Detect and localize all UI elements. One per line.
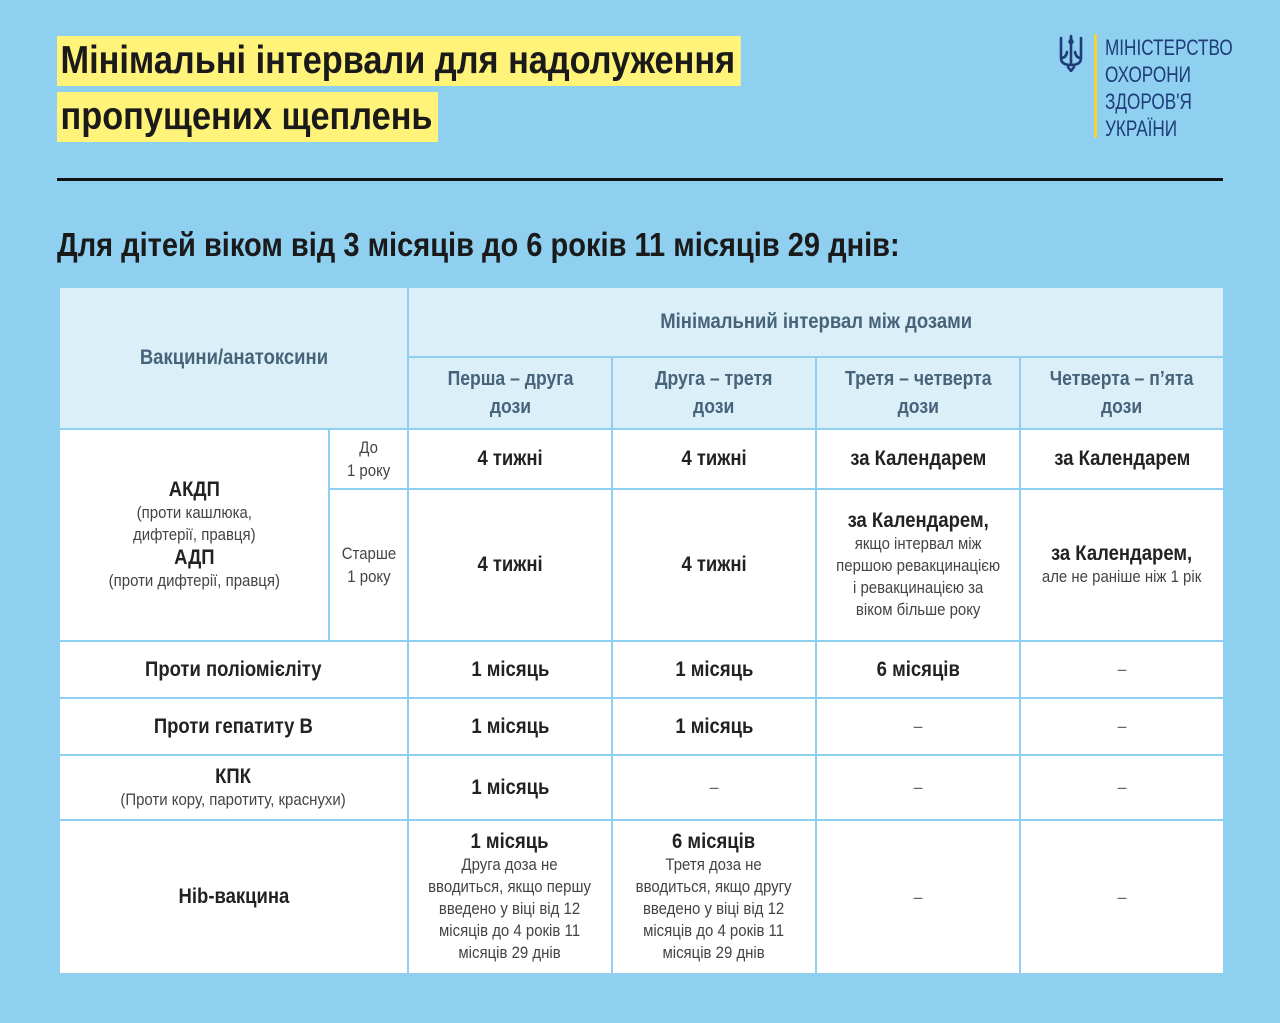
cell-note: але не раніше ніж 1 рік — [1042, 567, 1202, 586]
cell-note: місяців 29 днів — [458, 943, 562, 962]
cell-value: – — [913, 777, 923, 797]
cell-value: 4 тижні — [477, 447, 543, 470]
header-interval-text: дози — [897, 396, 939, 418]
age-text: 1 року — [346, 567, 391, 586]
title-line-2: пропущених щеплень — [57, 92, 438, 142]
header-min-interval — [408, 287, 1224, 357]
trident-icon — [1058, 34, 1084, 72]
header-min-interval-label: Мінімальний інтервал між дозами — [660, 310, 972, 333]
ministry-logo — [1058, 34, 1233, 142]
cell-note: місяців до 4 років 11 — [643, 921, 785, 940]
logo-divider — [1094, 34, 1097, 138]
age-text: До — [359, 438, 378, 457]
cell-value: 1 місяць — [470, 714, 549, 738]
vaccine-hib — [59, 820, 408, 974]
table-cell — [612, 429, 816, 489]
vaccine-name: Проти поліомієліту — [145, 657, 322, 681]
vaccine-name: Hib-вакцина — [178, 885, 289, 908]
cell-note: першою ревакцинацією — [836, 556, 1000, 575]
cell-value: 6 місяців — [876, 657, 960, 681]
table-cell — [816, 641, 1020, 698]
table-cell — [408, 489, 612, 641]
cell-note: місяців до 4 років 11 — [439, 921, 581, 940]
vaccine-desc: (проти кашлюка, — [136, 503, 252, 522]
table-cell — [816, 698, 1020, 755]
ministry-name — [1105, 34, 1233, 142]
header-interval-text: дози — [693, 396, 735, 418]
table-cell — [1020, 641, 1224, 698]
header-interval-text: дози — [489, 396, 531, 418]
divider-rule — [57, 178, 1223, 181]
cell-value: за Календарем — [849, 447, 987, 470]
ministry-name-line: МІНІСТЕРСТВО — [1105, 35, 1233, 60]
table-cell — [408, 820, 612, 974]
table-row — [59, 429, 1224, 489]
cell-note: віком більше року — [855, 600, 981, 619]
cell-value: – — [1117, 777, 1127, 797]
cell-note: якщо інтервал між — [854, 534, 982, 553]
cell-value: – — [1117, 716, 1127, 736]
table-row — [59, 698, 1224, 755]
cell-value: 6 місяців — [672, 830, 756, 853]
table-cell — [408, 698, 612, 755]
table-cell — [1020, 429, 1224, 489]
title-line-1: Мінімальні інтервали для надолуження — [57, 36, 740, 86]
cell-note: вводиться, якщо другу — [636, 877, 792, 896]
table-cell — [1020, 820, 1224, 974]
header-interval-2-3 — [612, 357, 816, 429]
table-cell — [1020, 755, 1224, 820]
table-cell — [1020, 489, 1224, 641]
vaccine-desc: (Проти кору, паротиту, краснухи) — [120, 789, 347, 809]
table-cell — [816, 820, 1020, 974]
table-cell — [1020, 698, 1224, 755]
cell-value: 1 місяць — [470, 775, 549, 799]
vaccine-hepb — [59, 698, 408, 755]
cell-note: і ревакцинацією за — [852, 578, 984, 597]
intervals-table — [58, 286, 1225, 975]
age-subtitle: Для дітей віком від 3 місяців до 6 років 11 місяців 29 днів: — [57, 226, 900, 263]
vaccine-desc: (проти дифтерії, правця) — [108, 571, 280, 590]
table-cell — [612, 641, 816, 698]
header-interval-3-4 — [816, 357, 1020, 429]
vaccine-name: АКДП — [168, 478, 220, 501]
header-interval-text: Друга – третя — [655, 368, 773, 390]
vaccine-name: Проти гепатиту В — [153, 714, 314, 738]
header-interval-4-5 — [1020, 357, 1224, 429]
cell-value: за Календарем, — [847, 509, 989, 532]
table-cell — [816, 489, 1020, 641]
table-cell — [408, 641, 612, 698]
ministry-name-line: ОХОРОНИ — [1105, 62, 1191, 87]
cell-note: введено у віці від 12 — [643, 899, 785, 918]
cell-value: 1 місяць — [674, 657, 753, 681]
table-cell — [816, 429, 1020, 489]
table-cell — [612, 820, 816, 974]
vaccine-desc: дифтерії, правця) — [132, 525, 256, 544]
header-interval-text: Третя – четверта — [844, 368, 992, 390]
table-row — [59, 755, 1224, 820]
cell-value: за Календарем, — [1051, 542, 1193, 565]
cell-value: 4 тижні — [477, 553, 543, 576]
cell-note: вводиться, якщо першу — [428, 877, 592, 896]
table-cell — [816, 755, 1020, 820]
ministry-name-line: ЗДОРОВ'Я — [1105, 89, 1192, 114]
cell-value: за Календарем — [1053, 447, 1191, 470]
vaccine-name: АДП — [173, 546, 215, 569]
cell-note: місяців 29 днів — [662, 943, 766, 962]
vaccine-akdp-adp — [59, 429, 329, 641]
cell-value: – — [913, 886, 923, 907]
vaccine-name: КПК — [215, 764, 252, 788]
vaccine-polio — [59, 641, 408, 698]
table-row — [59, 820, 1224, 974]
header-interval-1-2 — [408, 357, 612, 429]
cell-value: 1 місяць — [470, 830, 549, 853]
ministry-name-line: УКРАЇНИ — [1105, 116, 1178, 141]
vaccine-kpk — [59, 755, 408, 820]
header-vaccines — [59, 287, 408, 429]
cell-value: 1 місяць — [470, 657, 549, 681]
cell-value: – — [1117, 886, 1127, 907]
header-vaccines-label: Вакцини/анатоксини — [139, 346, 328, 369]
table-cell — [612, 698, 816, 755]
age-under-1 — [329, 429, 408, 489]
header-interval-text: Перша – друга — [447, 368, 573, 390]
table-cell — [612, 489, 816, 641]
table-cell — [612, 755, 816, 820]
cell-note: Третя доза не — [665, 855, 763, 874]
age-over-1 — [329, 489, 408, 641]
header-interval-text: дози — [1101, 396, 1143, 418]
header-interval-text: Четверта – п’ята — [1050, 368, 1194, 390]
table-cell — [408, 755, 612, 820]
cell-note: введено у віці від 12 — [439, 899, 581, 918]
cell-value: 1 місяць — [674, 714, 753, 738]
table-cell — [408, 429, 612, 489]
cell-value: – — [913, 716, 923, 736]
cell-value: 4 тижні — [681, 447, 747, 470]
table-row — [59, 641, 1224, 698]
age-text: 1 року — [346, 461, 391, 480]
cell-value: – — [1117, 659, 1127, 679]
cell-value: 4 тижні — [681, 553, 747, 576]
cell-value: – — [709, 777, 719, 797]
age-text: Старше — [341, 544, 396, 563]
cell-note: Друга доза не — [461, 855, 559, 874]
